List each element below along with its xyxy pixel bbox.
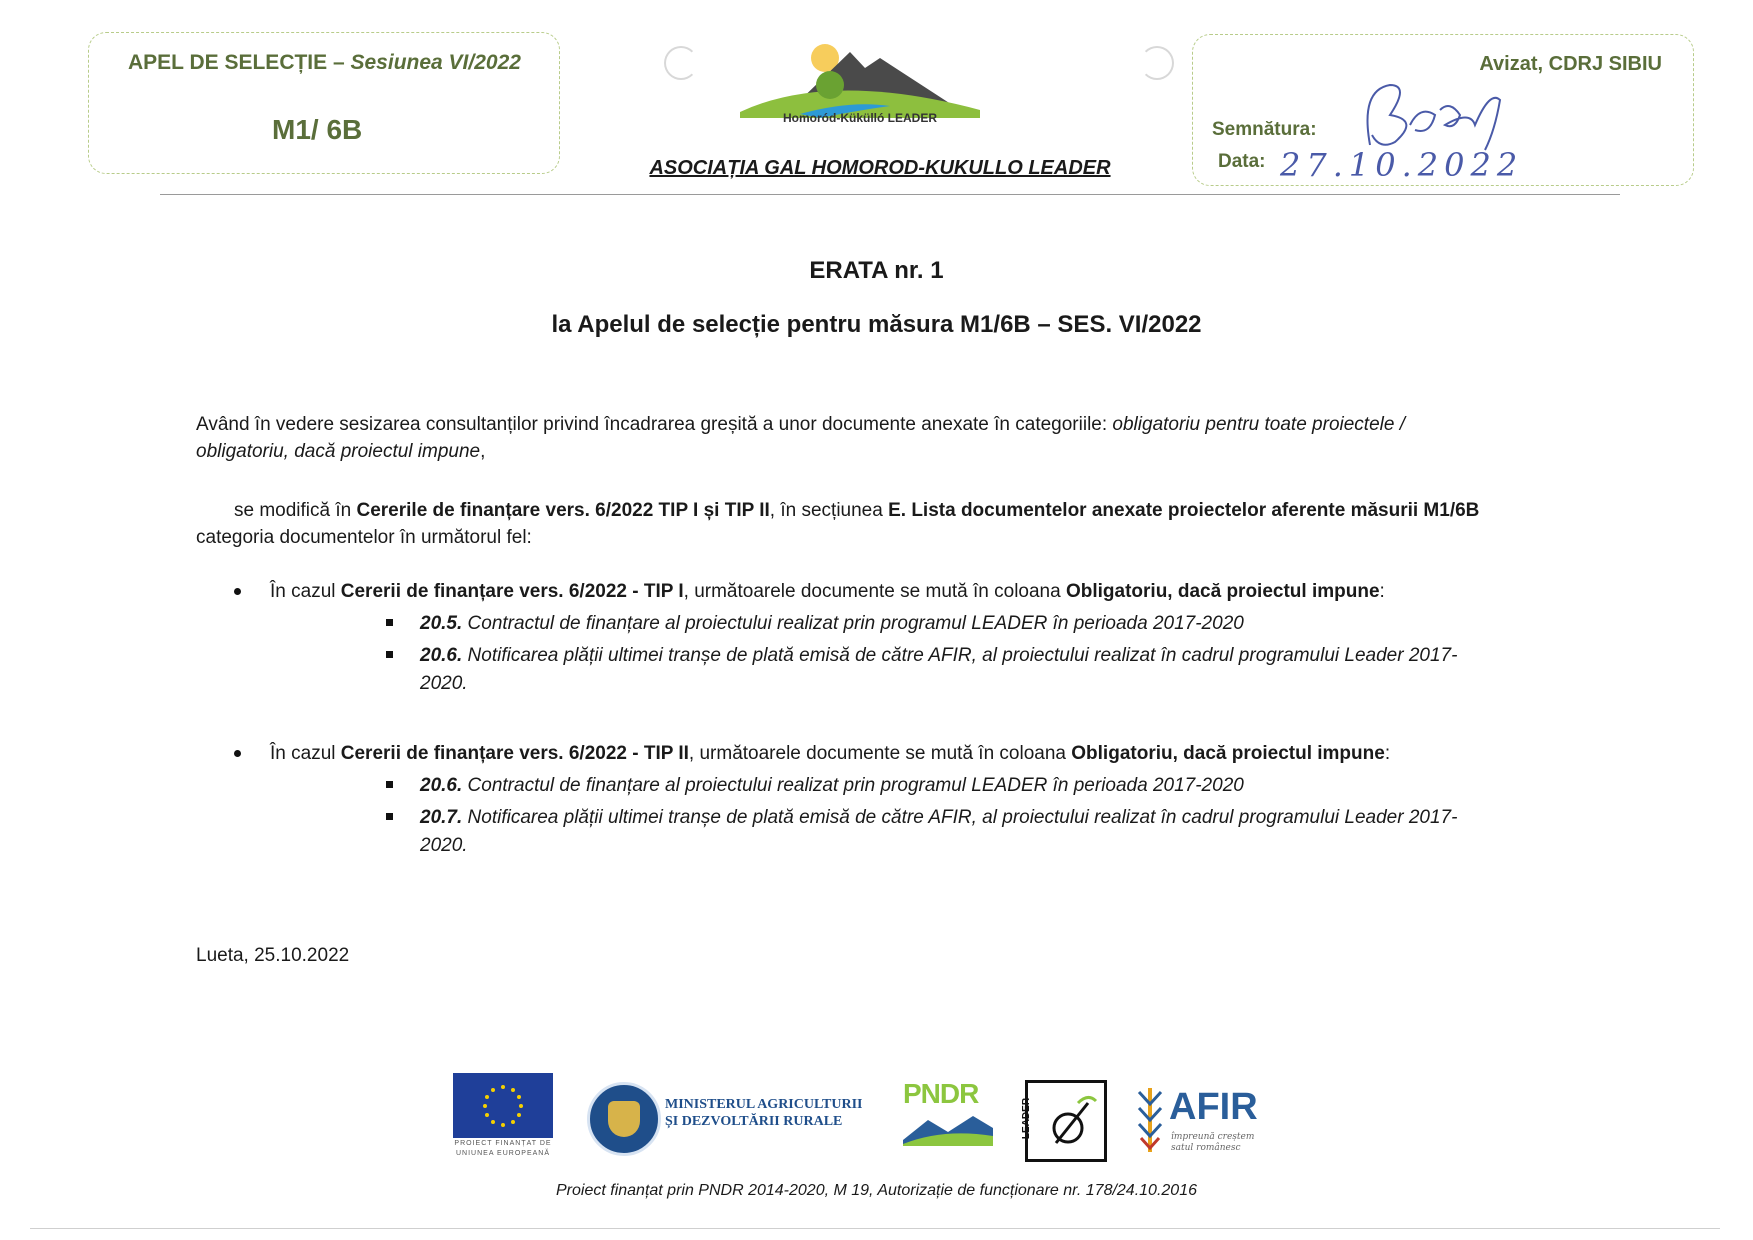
- bullet-2-b2: Obligatoriu, dacă proiectul impune: [1071, 743, 1385, 764]
- bullet-2-item-2: [420, 804, 1600, 831]
- mod-b1: Cererile de finanțare vers. 6/2022 TIP I și TIP II: [356, 500, 770, 521]
- header-divider: [160, 194, 1620, 195]
- bullet-2-t1: În cazul: [270, 743, 341, 764]
- intro-end: ,: [480, 441, 486, 462]
- modification-line2: categoria documentelor în următorul fel:: [196, 527, 532, 548]
- apel-label: APEL DE SELECȚIE –: [128, 51, 351, 74]
- bullet-1-text: [270, 578, 1600, 605]
- bullet-1-t2: , următoarele documente se mută în coloana: [683, 581, 1066, 602]
- apel-title: [128, 51, 521, 75]
- avizat-label: Avizat, CDRJ SIBIU: [1479, 53, 1662, 75]
- eu-flag-logo: [453, 1073, 553, 1138]
- eu-caption-2: UNIUNEA EUROPEANĂ: [455, 1150, 551, 1157]
- ministry-line-2: ȘI DEZVOLTĂRII RURALE: [665, 1114, 843, 1129]
- logo-caption: Homoród-Kükülló LEADER: [783, 111, 937, 125]
- item-num: 20.5.: [420, 613, 463, 634]
- bullet-2-item-2-marker: [386, 813, 393, 820]
- bullet-1-dot: [234, 588, 241, 595]
- intro-paragraph: [196, 411, 1586, 465]
- signature-label: Semnătura:: [1212, 119, 1317, 140]
- pndr-logo: [903, 1078, 993, 1148]
- bullet-1-item-1-marker: [386, 619, 393, 626]
- bullet-2-b1: Cererii de finanțare vers. 6/2022 - TIP II: [340, 743, 689, 764]
- mod-t1: se modifică în: [234, 500, 357, 521]
- bullet-1-b1: Cererii de finanțare vers. 6/2022 - TIP I: [340, 581, 684, 602]
- bullet-2-t2: , următoarele documente se mută în coloana: [688, 743, 1072, 764]
- pndr-text: PNDR: [903, 1078, 979, 1109]
- date-label: Data:: [1218, 151, 1266, 172]
- eu-stars-icon: [453, 1073, 553, 1138]
- ministry-line-1: MINISTERUL AGRICULTURII: [665, 1097, 863, 1112]
- bullet-1-t1: În cazul: [270, 581, 341, 602]
- session-label: Sesiunea VI/2022: [350, 51, 521, 74]
- bullet-1-item-2: [420, 642, 1600, 669]
- seal-inner: [608, 1101, 640, 1137]
- erata-subtitle: la Apelul de selecție pentru măsura M1/6B – SES. VI/2022: [551, 311, 1202, 338]
- modification-paragraph: [234, 497, 1604, 524]
- item-text: Contractul de finanțare al proiectului realizat prin programul LEADER în perioada 2017-2020: [467, 613, 1244, 634]
- bullet-2-item-1: [420, 772, 1600, 799]
- measure-code: M1/ 6B: [272, 114, 363, 145]
- leader-text: LEADER: [1021, 1097, 1033, 1140]
- government-seal-icon: [587, 1082, 661, 1156]
- item-num: 20.7.: [420, 807, 463, 828]
- afir-text: AFIR: [1169, 1086, 1258, 1128]
- afir-logo: [1135, 1082, 1285, 1156]
- bullet-1-item-2-cont: 2020.: [420, 673, 468, 694]
- place-date: Lueta, 25.10.2022: [196, 945, 350, 966]
- bullet-2-text: [270, 740, 1600, 767]
- bullet-2-item-1-marker: [386, 781, 393, 788]
- leader-logo: [1021, 1080, 1107, 1162]
- eu-caption-1: PROIECT FINANȚAT DE: [454, 1140, 552, 1147]
- item-text: Contractul de finanțare al proiectului realizat prin programul LEADER în perioada 2017-2020: [467, 775, 1244, 796]
- handwritten-date: 27.10.2022: [1280, 146, 1524, 184]
- homorod-kukullo-logo: [730, 40, 990, 120]
- intro-text: Având în vedere sesizarea consultanților privind încadrarea greșită a unor documente anexate în categoriile:: [196, 414, 1113, 435]
- bullet-2-dot: [234, 750, 241, 757]
- bullet-2-t3: :: [1384, 743, 1391, 764]
- mod-b2: E. Lista documentelor anexate proiectelor aferente măsurii M1/6B: [888, 500, 1480, 521]
- association-name: ASOCIAȚIA GAL HOMOROD-KUKULLO LEADER: [649, 157, 1111, 179]
- leader-emblem-icon: [1028, 1083, 1104, 1159]
- bullet-1-item-2-marker: [386, 651, 393, 658]
- decorative-arc-right: [1140, 46, 1174, 80]
- intro-italic-1: obligatoriu pentru toate proiectele /: [1112, 414, 1406, 435]
- bullet-1-b2: Obligatoriu, dacă proiectul impune: [1065, 581, 1380, 602]
- mod-t2: , în secțiunea: [769, 500, 889, 521]
- intro-italic-2: obligatoriu, dacă proiectul impune: [196, 441, 481, 462]
- afir-sub-1: împreună creștem: [1171, 1132, 1255, 1142]
- bottom-rule: [30, 1228, 1720, 1229]
- decorative-arc-left: [664, 46, 698, 80]
- erata-title: ERATA nr. 1: [809, 257, 944, 284]
- item-num: 20.6.: [420, 775, 463, 796]
- bullet-1-t3: :: [1379, 581, 1385, 602]
- tree-shape: [816, 71, 844, 99]
- item-text: Notificarea plății ultimei tranșe de plată emisă de către AFIR, al proiectului realizat în cadrul programului Leader 2017-: [467, 807, 1458, 828]
- bullet-1-item-1: [420, 610, 1600, 637]
- afir-sub-2: satul românesc: [1171, 1143, 1241, 1153]
- item-num: 20.6.: [420, 645, 463, 666]
- wheat-icon: [1135, 1082, 1165, 1156]
- item-text: Notificarea plății ultimei tranșe de plată emisă de către AFIR, al proiectului realizat în cadrul programului Leader 2017-: [467, 645, 1458, 666]
- bullet-2-item-2-cont: 2020.: [420, 835, 468, 856]
- funding-note: Proiect finanțat prin PNDR 2014-2020, M 19, Autorizație de funcționare nr. 178/24.10.2016: [556, 1182, 1197, 1199]
- pndr-landscape-icon: [903, 1110, 993, 1146]
